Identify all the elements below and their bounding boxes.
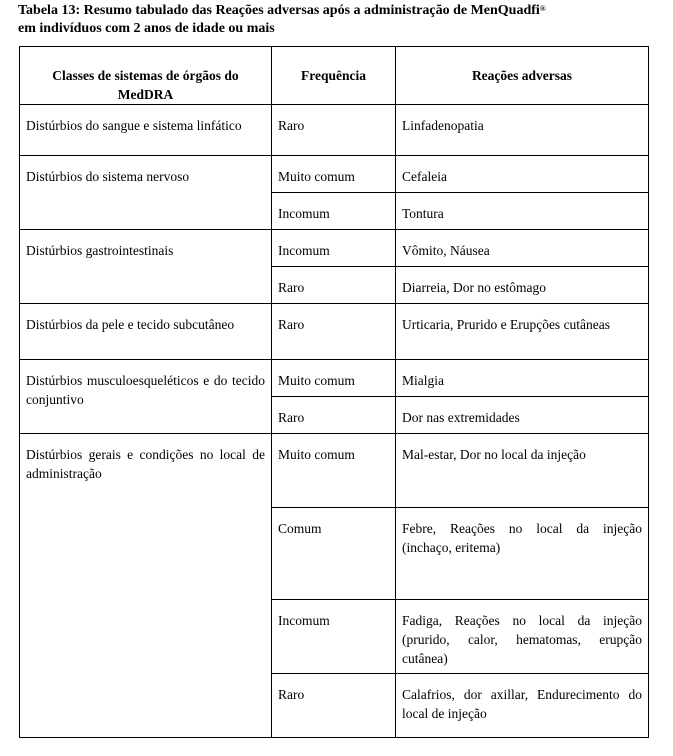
frequency-cell: Raro [272,267,396,304]
reaction-cell: Fadiga, Reações no local da injeção (prurido, calor, hematomas, erupção cutânea) [396,600,649,674]
frequency-cell: Raro [272,397,396,434]
reaction-cell: Diarreia, Dor no estômago [396,267,649,304]
caption-line-2: em indivíduos com 2 anos de idade ou mais [18,21,275,36]
adverse-reactions-table [19,46,649,738]
reaction-cell: Linfadenopatia [396,105,649,156]
reaction-cell: Mialgia [396,360,649,397]
reaction-cell: Mal-estar, Dor no local da injeção [396,434,649,508]
reaction-cell: Febre, Reações no local da injeção (inchaço, eritema) [396,508,649,600]
frequency-cell: Muito comum [272,156,396,193]
table-caption [18,2,668,38]
header-row [20,47,649,105]
frequency-cell: Raro [272,105,396,156]
reaction-cell: Calafrios, dor axillar, Endurecimento do local de injeção [396,674,649,738]
frequency-cell: Muito comum [272,434,396,508]
header-frequency: Frequência [272,47,396,105]
frequency-cell: Raro [272,304,396,360]
class-cell: Distúrbios gerais e condições no local de administração [20,434,272,738]
frequency-cell: Incomum [272,230,396,267]
table-row [20,156,649,193]
frequency-cell: Muito comum [272,360,396,397]
frequency-cell: Incomum [272,600,396,674]
table-row [20,434,649,508]
class-cell: Distúrbios da pele e tecido subcutâneo [20,304,272,360]
header-class: Classes de sistemas de órgãos do MedDRA [20,47,272,105]
frequency-cell: Incomum [272,193,396,230]
reaction-cell: Dor nas extremidades [396,397,649,434]
reaction-cell: Vômito, Náusea [396,230,649,267]
table-row [20,360,649,397]
class-cell: Distúrbios do sangue e sistema linfático [20,105,272,156]
header-reactions: Reações adversas [396,47,649,105]
caption-line-1: Tabela 13: Resumo tabulado das Reações adversas após a administração de MenQuadfi [18,3,540,18]
frequency-cell: Raro [272,674,396,738]
reaction-cell: Urticaria, Prurido e Erupções cutâneas [396,304,649,360]
registered-mark: ® [539,4,546,13]
reaction-cell: Tontura [396,193,649,230]
table-row [20,105,649,156]
reaction-cell: Cefaleia [396,156,649,193]
table-row [20,304,649,360]
table-row [20,230,649,267]
frequency-cell: Comum [272,508,396,600]
class-cell: Distúrbios gastrointestinais [20,230,272,304]
class-cell: Distúrbios musculoesqueléticos e do tecido conjuntivo [20,360,272,434]
class-cell: Distúrbios do sistema nervoso [20,156,272,230]
